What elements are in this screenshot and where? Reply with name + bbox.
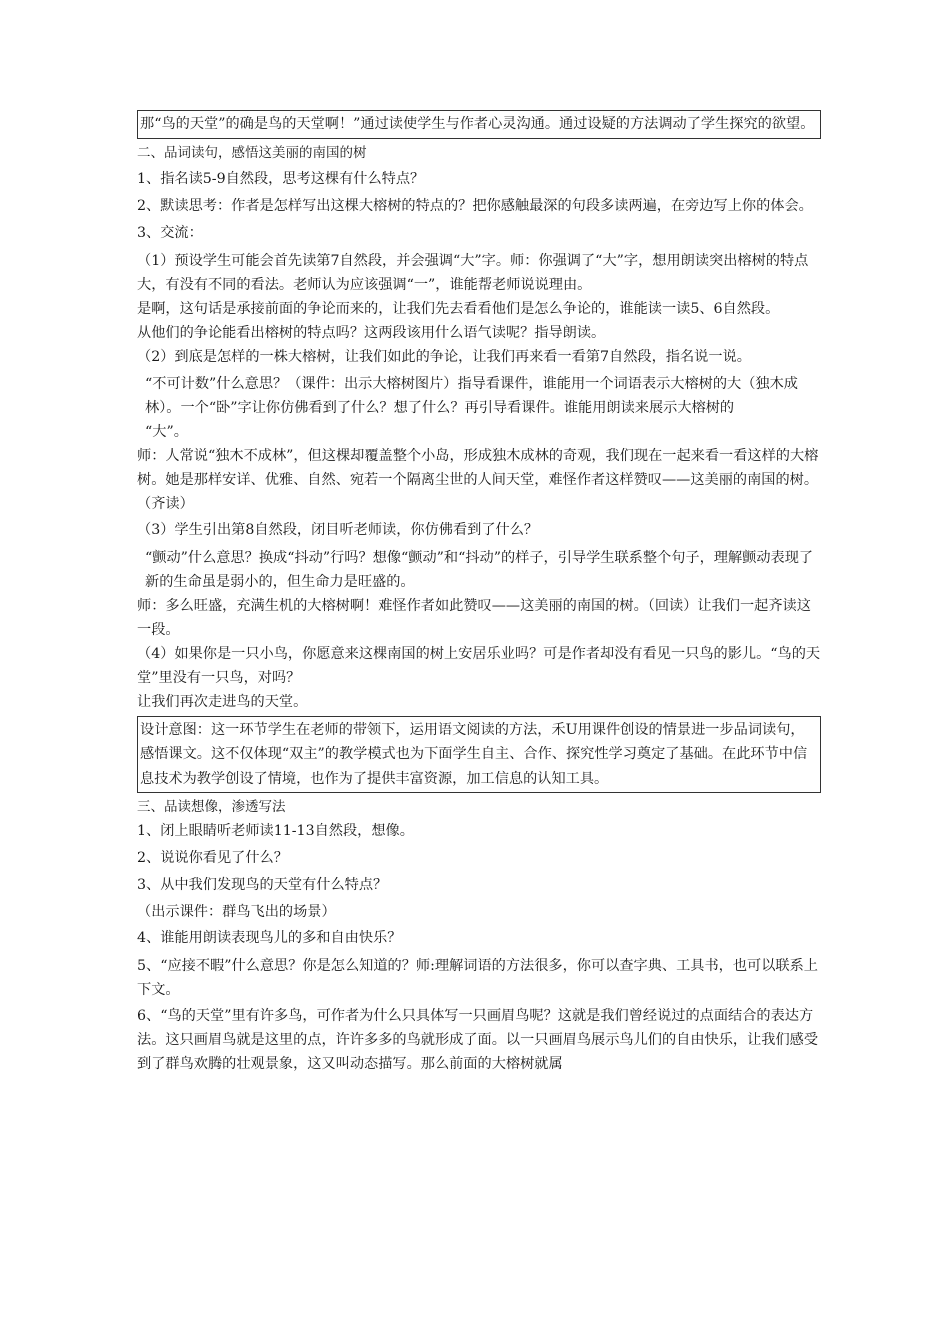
section-2-paragraph-7: 师：人常说“独木不成林”，但这棵却覆盖整个小岛，形成独木成林的奇观，我们现在一起来看一看这样的大榕树。她是那样安详、优雅、自然、宛若一个隔离尘世的人间天堂，难怪作者这样赞叹——这美丽的南国的树。（齐读）	[137, 447, 819, 512]
section-3-question-3: 3、从中我们发现鸟的天堂有什么特点？	[137, 877, 388, 893]
section-2-paragraph-9: “颤动”什么意思？换成“抖动”行吗？想像“颤动”和“抖动”的样子，引导学生联系整个句子，理解颤动表现了新的生命虽是弱小的，但生命力是旺盛的。	[145, 549, 814, 590]
section-2-question-1: 1、指名读5-9自然段，思考这棵有什么特点？	[137, 170, 425, 187]
section-2-paragraph-3: 从他们的争论能看出榕树的特点吗？这两段该用什么语气读呢？指导朗读。	[137, 324, 606, 341]
section-2-paragraph-6: “大”。	[145, 423, 188, 440]
section-3-question-5: 5、“应接不暇”什么意思？你是怎么知道的？师:理解词语的方法很多，你可以查字典、工具书，也可以联系上下文。	[137, 958, 818, 998]
section-3-question-2: 2、说说你看见了什么？	[137, 850, 288, 866]
design-note-text-2: 设计意图：这一环节学生在老师的带领下，运用语文阅读的方法，禾U用课件创设的情景进一步品词读句，感悟课文。这不仅体现“双主”的教学模式也为下面学生自主、合作、探究性学习奠定了基础。在此环节中信息技术为教学创设了情境，也作为了提供丰富资源，加工信息的认知工具。	[140, 721, 808, 787]
section-3-question-1: 1、闭上眼睛听老师读11-13自然段，想像。	[137, 823, 414, 839]
section-2-paragraph-4: （2）到底是怎样的一株大榕树，让我们如此的争论，让我们再来看一看第7自然段，指名说一说。	[137, 348, 751, 365]
section-3-question-4: 4、谁能用朗读表现鸟儿的多和自由快乐？	[137, 930, 402, 946]
section-2-paragraph-12: 让我们再次走进鸟的天堂。	[137, 693, 308, 710]
design-note-text-1: 那“鸟的天堂”的确是鸟的天堂啊！”通过读使学生与作者心灵沟通。通过设疑的方法调动了学生探究的欲望。	[140, 116, 815, 132]
section-3-question-6: 6、“鸟的天堂”里有许多鸟，可作者为什么只具体写一只画眉鸟呢？这就是我们曾经说过的点面结合的表达方法。这只画眉鸟就是这里的点，许许多多的鸟就形成了面。以一只画眉鸟展示鸟儿们的自由快乐，让我们感受到了群鸟欢腾的壮观景象，这又叫动态描写。那么前面的大榕树就属	[137, 1008, 819, 1072]
section-2-question-3: 3、交流：	[137, 224, 203, 241]
section-2-paragraph-1: （1）预设学生可能会首先读第7自然段，并会强调“大”字。师：你强调了“大”字，想用朗读突出榕树的特点大，有没有不同的看法。老师认为应该强调“一”，谁能帮老师说说理由。	[137, 252, 809, 293]
section-2-question-2: 2、默读思考：作者是怎样写出这棵大榕树的特点的？把你感触最深的句段多读两遍，在旁边写上你的体会。	[137, 197, 813, 214]
section-3-note: （出示课件：群鸟飞出的场景）	[137, 904, 336, 920]
section-2-paragraph-11: （4）如果你是一只小鸟，你愿意来这棵南国的树上安居乐业吗？可是作者却没有看见一只鸟的影儿。“鸟的天堂”里没有一只鸟，对吗？	[137, 645, 821, 686]
section-2-paragraph-5: “不可计数”什么意思？（课件：出示大榕树图片）指导看课件，谁能用一个词语表示大榕树的大（独木成林）。一个“卧”字让你仿佛看到了什么？想了什么？再引导看课件。谁能用朗读来展示大榕树的	[145, 375, 798, 416]
section-3-heading: 三、品读想像，渗透写法	[137, 799, 286, 815]
design-note-box-2	[137, 716, 821, 794]
section-2-paragraph-10: 师：多么旺盛，充满生机的大榕树啊！难怪作者如此赞叹——这美丽的南国的树。（回读）让我们一起齐读这一段。	[137, 597, 811, 638]
design-note-box-1	[137, 110, 821, 139]
section-2-paragraph-2: 是啊，这句话是承接前面的争论而来的，让我们先去看看他们是怎么争论的，谁能读一读5、6自然段。	[137, 300, 780, 317]
section-2-heading: 二、品词读句，感悟这美丽的南国的树	[137, 144, 367, 161]
document-page	[137, 110, 821, 1076]
section-2-paragraph-8: （3）学生引出第8自然段，闭目听老师读，你仿佛看到了什么？	[137, 521, 539, 538]
